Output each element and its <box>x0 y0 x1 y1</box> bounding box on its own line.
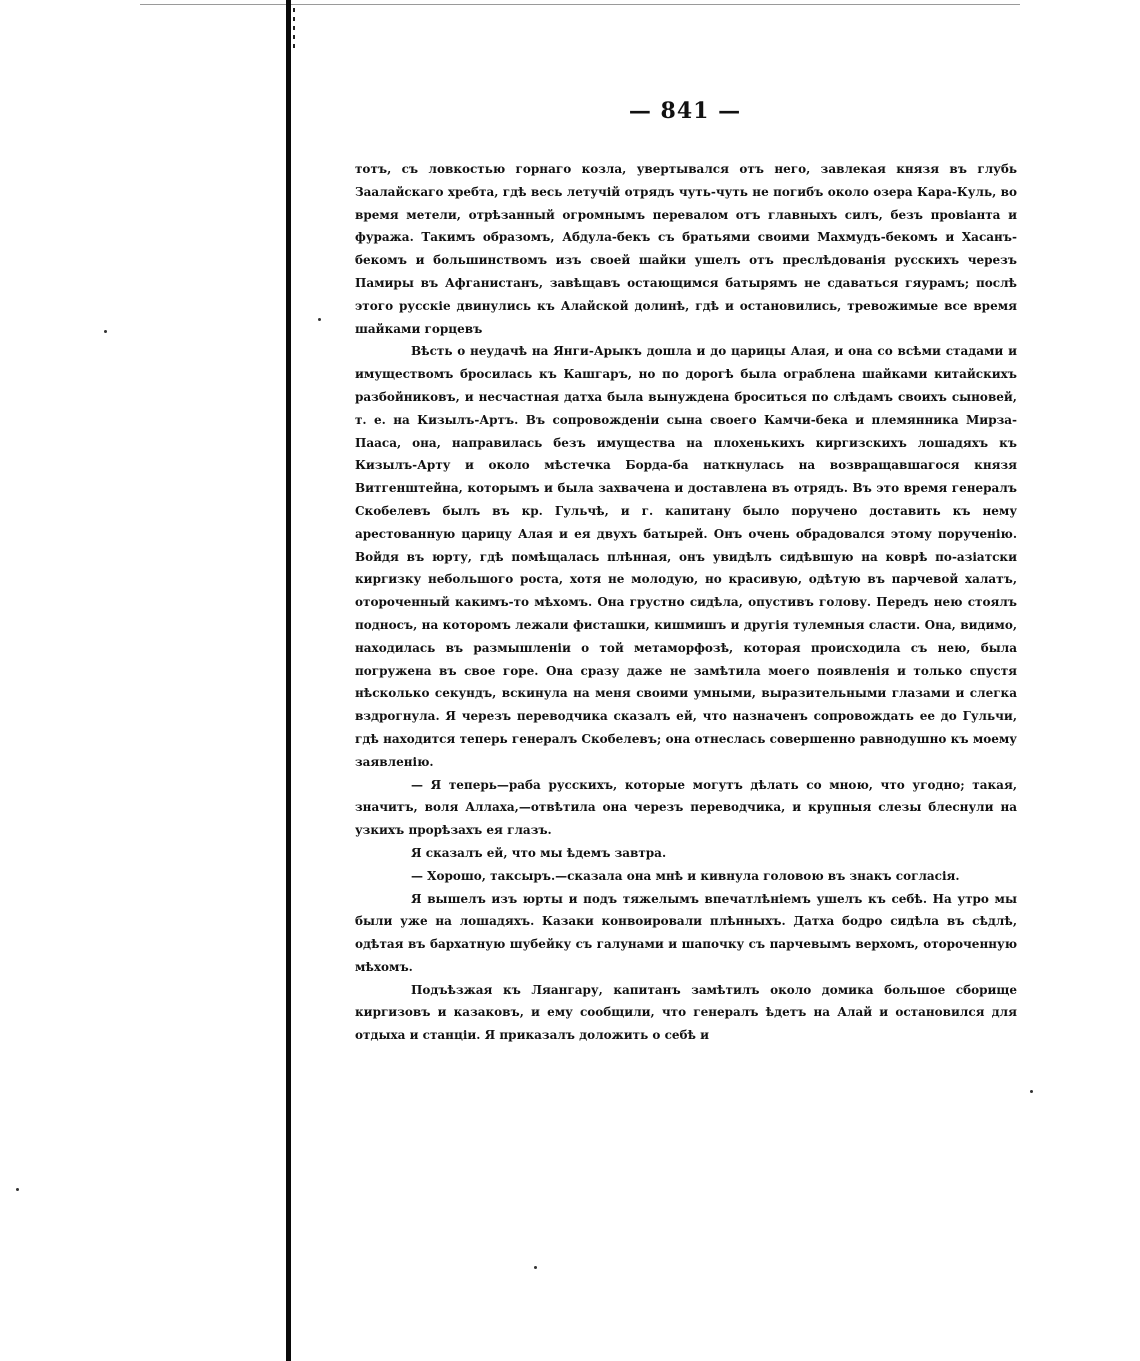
body-text <box>355 158 1017 1047</box>
scan-speck <box>104 330 107 333</box>
page-number: — 841 — <box>628 98 742 124</box>
binding-dash-marks <box>293 8 295 52</box>
paragraph: — Хорошо, таксыръ.—сказала она мнѣ и кивнула головою въ знакъ согласія. <box>411 868 960 883</box>
scan-speck <box>534 1266 537 1269</box>
scan-speck <box>16 1188 19 1191</box>
paragraph: Подъѣзжая къ Ляангару, капитанъ замѣтилъ около домика большое сборище киргизовъ и казаковъ, и ему сообщили, что генералъ ѣдетъ на Алай и остановился для отдыха и станціи. Я приказалъ доложить о себѣ и <box>355 982 1017 1043</box>
paragraph: Я вышелъ изъ юрты и подъ тяжелымъ впечатлѣніемъ ушелъ къ себѣ. На утро мы были уже на лошадяхъ. Казаки конвоировали плѣнныхъ. Датха бодро сидѣла въ сѣдлѣ, одѣтая въ бархатную шубейку съ галунами и шапочку съ парчевымъ верхомъ, отороченную мѣхомъ. <box>355 891 1017 974</box>
paragraph: тотъ, съ ловкостью горнаго козла, увертывался отъ него, завлекая князя въ глубь Заалайскаго хребта, гдѣ весь летучій отрядъ чуть-чуть не погибъ около озера Кара-Куль, во время метели, отрѣзанный огромнымъ перевалом отъ главныхъ силъ, безъ провіанта и фуража. Такимъ образомъ, Абдула-бекъ съ братьями своими Махмудъ-бекомъ и Хасанъ-бекомъ и большинствомъ изъ своей шайки ушелъ отъ преслѣдованія русскихъ черезъ Памиры въ Афганистанъ, завѣщавъ остающимся батырямъ не сдаваться гяурамъ; послѣ этого русскіе двинулись къ Алайской долинѣ, гдѣ и остановились, тревожимые все время шайками горцевъ <box>355 162 1017 336</box>
scan-speck <box>318 318 321 321</box>
scan-speck <box>1030 1090 1033 1093</box>
paragraph: Вѣсть о неудачѣ на Янги-Арыкъ дошла и до царицы Алая, и она со всѣми стадами и имуществомъ бросилась къ Кашгаръ, но по дорогѣ была ограблена шайками китайскихъ разбойниковъ, и несчастная датха была вынуждена броситься по слѣдамъ своихъ сыновей, т. е. на Кизылъ-Артъ. Въ сопровожденіи сына своего Камчи-бека и племянника Мирза-Пааса, она, направилась безъ имущества на плохенькихъ киргизскихъ лошадяхъ къ Кизылъ-Арту и около мѣстечка Борда-ба наткнулась на возвращавшагося князя Витгенштейна, которымъ и была захвачена и доставлена въ отрядъ. Въ это время генералъ Скобелевъ былъ въ кр. Гульчѣ, и г. капитану было поручено доставить къ нему арестованную царицу Алая и ея двухъ батырей. Онъ очень обрадовался этому порученію. Войдя въ юрту, гдѣ помѣщалась плѣнная, онъ увидѣлъ сидѣвшую на коврѣ по-азіатски киргизку небольшого роста, хотя не молодую, но красивую, одѣтую въ парчевой халатъ, отороченный какимъ-то мѣхомъ. Она грустно сидѣла, опустивъ голову. Передъ нею стоялъ подносъ, на которомъ лежали фисташки, кишмишъ и другія тулемныя сласти. Она, видимо, находилась въ размышленіи о той метаморфозѣ, которая происходила съ нею, была погружена въ свое горе. Она сразу даже не замѣтила моего появленія и только спустя нѣсколько секундъ, вскинула на меня своими умными, выразительными глазами и слегка вздрогнула. Я черезъ переводчика сказалъ ей, что назначенъ сопровождать ее до Гульчи, гдѣ находится теперь генералъ Скобелевъ; она отнеслась совершенно равнодушно къ моему заявленію. <box>355 344 1017 769</box>
top-edge-rule <box>140 4 1020 5</box>
binding-spine-line <box>286 0 291 1361</box>
paragraph: — Я теперь—раба русскихъ, которые могутъ дѣлать со мною, что угодно; такая, значитъ, воля Аллаха,—отвѣтила она черезъ переводчика, и крупныя слезы блеснули на узкихъ прорѣзахъ ея глазъ. <box>355 777 1017 838</box>
paragraph: Я сказалъ ей, что мы ѣдемъ завтра. <box>411 845 667 860</box>
